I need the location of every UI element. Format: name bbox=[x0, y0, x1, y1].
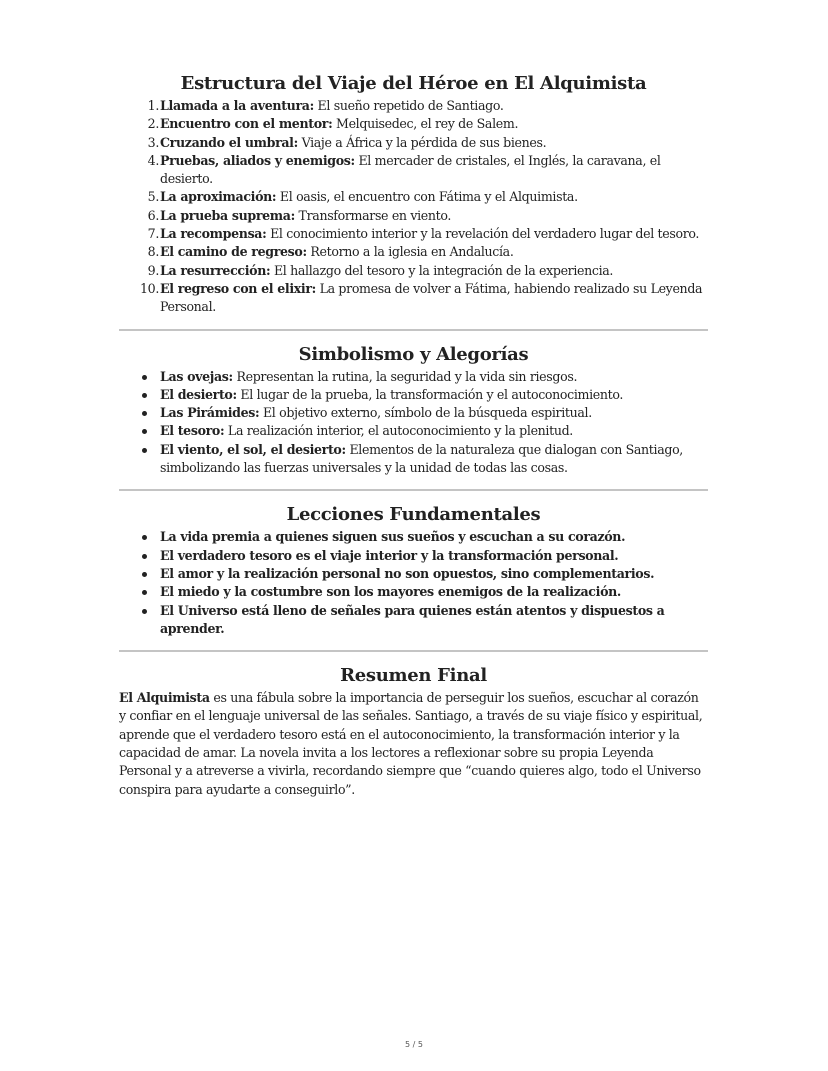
symbolism-section bbox=[119, 342, 708, 478]
page-number: 5 / 5 bbox=[405, 1040, 423, 1049]
summary-paragraph: El Alquimista es una fábula sobre la importancia de perseguir los sueños, escuchar al corazón y confiar en el lenguaje universal de las señales. Santiago, a través de su viaje físico y espiritual, aprende que el verdadero tesoro está en el autoconocimiento, la transformación interior y la capacidad de amar. La novela invita a los lectores a reflexionar sobre su propia Leyenda Personal y a atreverse a vivirla, recordando siempre que “cuando quieres algo, todo el Universo conspira para ayudarte a conseguirlo”. bbox=[119, 690, 703, 797]
bullet-icon bbox=[142, 411, 147, 416]
list-item: 1. Llamada a la aventura: El sueño repetido de Santiago. bbox=[147, 98, 504, 113]
list-item: El amor y la realización personal no son opuestos, sino complementarios. bbox=[119, 565, 708, 583]
list-item: 5. La aproximación: El oasis, el encuentro con Fátima y el Alquimista. bbox=[147, 189, 578, 205]
bullet-icon bbox=[142, 393, 147, 398]
section-divider bbox=[119, 329, 708, 331]
list-item: El viento, el sol, el desierto: Elementos de la naturaleza que dialogan con Santiago, simbolizando las fuerzas universales y la unidad de todas las cosas. bbox=[119, 441, 708, 478]
list-item: 2. Encuentro con el mentor: Melquisedec, el rey de Salem. bbox=[147, 116, 519, 132]
bullet-icon bbox=[142, 535, 147, 540]
lessons-section bbox=[119, 502, 708, 638]
hero-journey-section bbox=[119, 71, 708, 317]
section-divider bbox=[119, 650, 708, 652]
list-item: Las ovejas: Representan la rutina, la seguridad y la vida sin riesgos. bbox=[119, 368, 708, 386]
document-page bbox=[119, 71, 708, 799]
list-item: 8. El camino de regreso: Retorno a la iglesia en Andalucía. bbox=[147, 244, 514, 260]
bullet-icon bbox=[142, 572, 147, 577]
list-item: El desierto: El lugar de la prueba, la transformación y el autoconocimiento. bbox=[119, 386, 708, 404]
bullet-icon bbox=[142, 554, 147, 559]
bullet-icon bbox=[142, 609, 147, 614]
list-item: 9. La resurrección: El hallazgo del tesoro y la integración de la experiencia. bbox=[147, 262, 614, 278]
list-item: El verdadero tesoro es el viaje interior y la transformación personal. bbox=[119, 547, 708, 565]
list-item: 7. La recompensa: El conocimiento interior y la revelación del verdadero lugar del tesoro. bbox=[147, 226, 700, 242]
section-title: Simbolismo y Alegorías bbox=[298, 343, 529, 365]
section-title: Estructura del Viaje del Héroe en El Alquimista bbox=[180, 73, 647, 94]
bullet-icon bbox=[142, 590, 147, 595]
list-item: 3. Cruzando el umbral: Viaje a África y la pérdida de sus bienes. bbox=[147, 134, 547, 150]
list-item: 6. La prueba suprema: Transformarse en viento. bbox=[147, 207, 452, 223]
list-item: El Universo está lleno de señales para quienes están atentos y dispuestos a aprender. bbox=[119, 602, 708, 639]
hero-journey-list bbox=[119, 97, 708, 317]
list-item: El tesoro: La realización interior, el autoconocimiento y la plenitud. bbox=[119, 422, 708, 440]
lessons-list bbox=[119, 528, 708, 638]
list-item: Las Pirámides: El objetivo externo, símbolo de la búsqueda espiritual. bbox=[119, 404, 708, 422]
bullet-icon bbox=[142, 429, 147, 434]
list-item: 10. El regreso con el elixir: La promesa de volver a Fátima, habiendo realizado su Leyenda Personal. bbox=[140, 280, 703, 315]
list-item: 4. Pruebas, aliados y enemigos: El mercader de cristales, el Inglés, la caravana, el desierto. bbox=[147, 152, 661, 187]
bullet-icon bbox=[142, 448, 147, 453]
list-item: El miedo y la costumbre son los mayores enemigos de la realización. bbox=[119, 583, 708, 601]
bullet-icon bbox=[142, 375, 147, 380]
list-item: La vida premia a quienes siguen sus sueños y escuchan a su corazón. bbox=[119, 528, 708, 546]
section-divider bbox=[119, 489, 708, 491]
summary-section bbox=[119, 663, 708, 799]
section-title: Lecciones Fundamentales bbox=[286, 504, 541, 526]
symbolism-list bbox=[119, 368, 708, 478]
section-title: Resumen Final bbox=[340, 665, 487, 687]
